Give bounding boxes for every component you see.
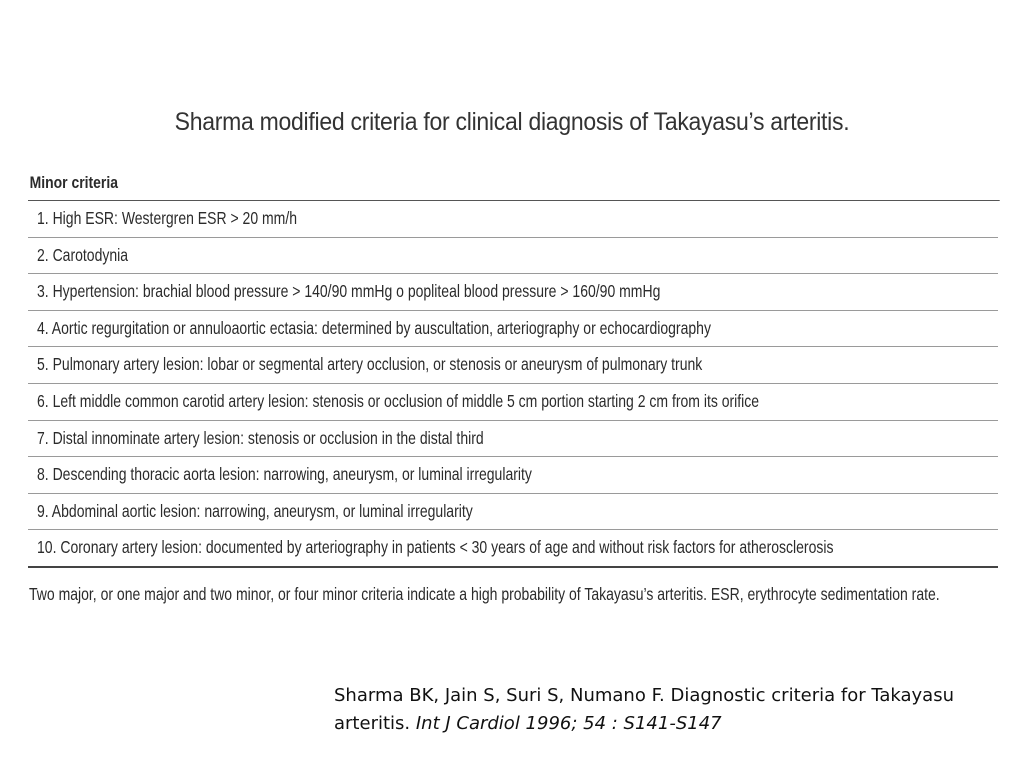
table-row bbox=[28, 274, 998, 311]
table-row bbox=[28, 457, 998, 494]
criteria-rows bbox=[28, 201, 998, 568]
citation-authors: Sharma BK, Jain S, Suri S, Numano F. Diagnostic criteria for Takayasu arteritis. bbox=[334, 685, 954, 734]
row-text: 4. Aortic regurgitation or annuloaortic ectasia: determined by auscultation, arteriography or echocardiography bbox=[37, 317, 711, 338]
row-text: 3. Hypertension: brachial blood pressure > 140/90 mmHg o popliteal blood pressure > 160/90 mmHg bbox=[37, 281, 661, 302]
row-text: 9. Abdominal aortic lesion: narrowing, aneurysm, or luminal irregularity bbox=[37, 500, 473, 521]
table-row bbox=[28, 347, 998, 384]
criteria-table bbox=[28, 168, 998, 568]
table-row bbox=[28, 201, 998, 238]
row-text: 8. Descending thoracic aorta lesion: narrowing, aneurysm, or luminal irregularity bbox=[37, 464, 532, 485]
row-text: 6. Left middle common carotid artery lesion: stenosis or occlusion of middle 5 cm portion starting 2 cm from its orifice bbox=[37, 390, 760, 411]
table-row bbox=[28, 384, 998, 421]
table-row bbox=[28, 421, 998, 458]
table-row bbox=[28, 238, 998, 275]
citation bbox=[334, 682, 974, 738]
row-text: 2. Carotodynia bbox=[37, 244, 129, 265]
citation-journal: Int J Cardiol 1996; 54 : S141-S147 bbox=[415, 713, 722, 734]
table-row bbox=[28, 311, 998, 348]
table-footnote: Two major, or one major and two minor, or four minor criteria indicate a high probability of Takayasu’s arteritis. ESR, erythrocyte sedimentation rate. bbox=[29, 584, 940, 604]
page-title: Sharma modified criteria for clinical diagnosis of Takayasu’s arteritis. bbox=[174, 108, 850, 136]
row-text: 7. Distal innominate artery lesion: stenosis or occlusion in the distal third bbox=[37, 427, 484, 448]
row-text: 10. Coronary artery lesion: documented by arteriography in patients < 30 years of age and without risk factors for atherosclerosis bbox=[37, 537, 834, 558]
table-row bbox=[28, 494, 998, 531]
table-header: Minor criteria bbox=[28, 168, 1000, 201]
row-text: 5. Pulmonary artery lesion: lobar or segmental artery occlusion, or stenosis or aneurysm of pulmonary trunk bbox=[37, 354, 703, 375]
row-text: 1. High ESR: Westergren ESR > 20 mm/h bbox=[37, 208, 298, 228]
table-row bbox=[28, 530, 998, 568]
